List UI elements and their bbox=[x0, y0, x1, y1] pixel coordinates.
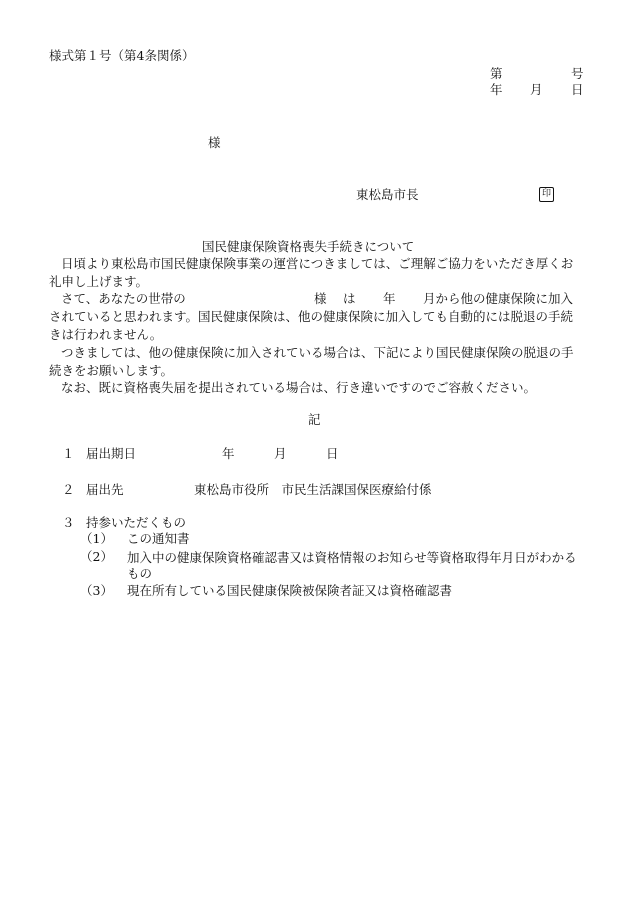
item-2-value: 東松島市役所 市民生活課国保医療給付係 bbox=[194, 482, 432, 497]
item-3-label: 持参いただくもの bbox=[86, 515, 187, 530]
item-2-number: ２ bbox=[62, 482, 75, 497]
item-3-number: ３ bbox=[62, 515, 75, 530]
date-month-label: 月 bbox=[530, 82, 543, 97]
item-3-sub-2-text bbox=[127, 550, 585, 582]
item-1-year: 年 bbox=[222, 446, 235, 461]
number-label-dai: 第 bbox=[490, 66, 503, 81]
item-3-sub-3-text: 現在所有している国民健康保険被保険者証又は資格確認書 bbox=[127, 583, 453, 598]
paragraph-2-sama: 様 bbox=[314, 291, 327, 306]
recipient-honorific: 様 bbox=[208, 135, 221, 150]
item-3-sub-2-text-content: 加入中の健康保険資格確認書又は資格情報のお知らせ等資格取得年月日がわかるもの bbox=[127, 550, 577, 581]
item-3-sub-3-number: （3） bbox=[80, 583, 113, 598]
item-1-month: 月 bbox=[274, 446, 287, 461]
item-3-sub-1-text: この通知書 bbox=[127, 531, 190, 546]
seal-stamp: 印 bbox=[539, 187, 554, 202]
item-1-label: 届出期日 bbox=[86, 446, 137, 461]
paragraph-3: つきましては、他の健康保険に加入されている場合は、下記により国民健康保険の脱退の手続きをお願いします。 bbox=[49, 345, 574, 378]
document-title: 国民健康保険資格喪失手続きについて bbox=[202, 239, 415, 254]
form-number: 様式第１号（第4条関係） bbox=[49, 48, 195, 63]
paragraph-4: なお、既に資格喪失届を提出されている場合は、行き違いですのでご容赦ください。 bbox=[61, 380, 537, 395]
item-1-day: 日 bbox=[326, 446, 339, 461]
paragraph-2-ha: は bbox=[343, 291, 356, 306]
date-day-label: 日 bbox=[571, 82, 584, 97]
item-3-sub-2-number: （2） bbox=[80, 549, 113, 564]
number-label-go: 号 bbox=[571, 66, 584, 81]
paragraph-2-start: さて、あなたの世帯の bbox=[61, 291, 186, 306]
paragraph-2-rest: されていると思われます。国民健康保険は、他の健康保険に加入しても自動的には脱退の手続きは行われません。 bbox=[49, 309, 574, 342]
ki-heading: 記 bbox=[308, 412, 321, 427]
item-1-number: １ bbox=[62, 446, 75, 461]
item-2-label: 届出先 bbox=[86, 482, 124, 497]
paragraph-2-month-text: 月から他の健康保険に加入 bbox=[423, 291, 574, 306]
sender-name: 東松島市長 bbox=[356, 187, 419, 202]
paragraph-2-year: 年 bbox=[383, 291, 396, 306]
date-year-label: 年 bbox=[490, 82, 503, 97]
paragraph-1: 日頃より東松島市国民健康保険事業の運営につきましては、ご理解ご協力をいただき厚くお礼申し上げます。 bbox=[49, 256, 574, 289]
item-3-sub-1-number: （1） bbox=[80, 531, 113, 546]
